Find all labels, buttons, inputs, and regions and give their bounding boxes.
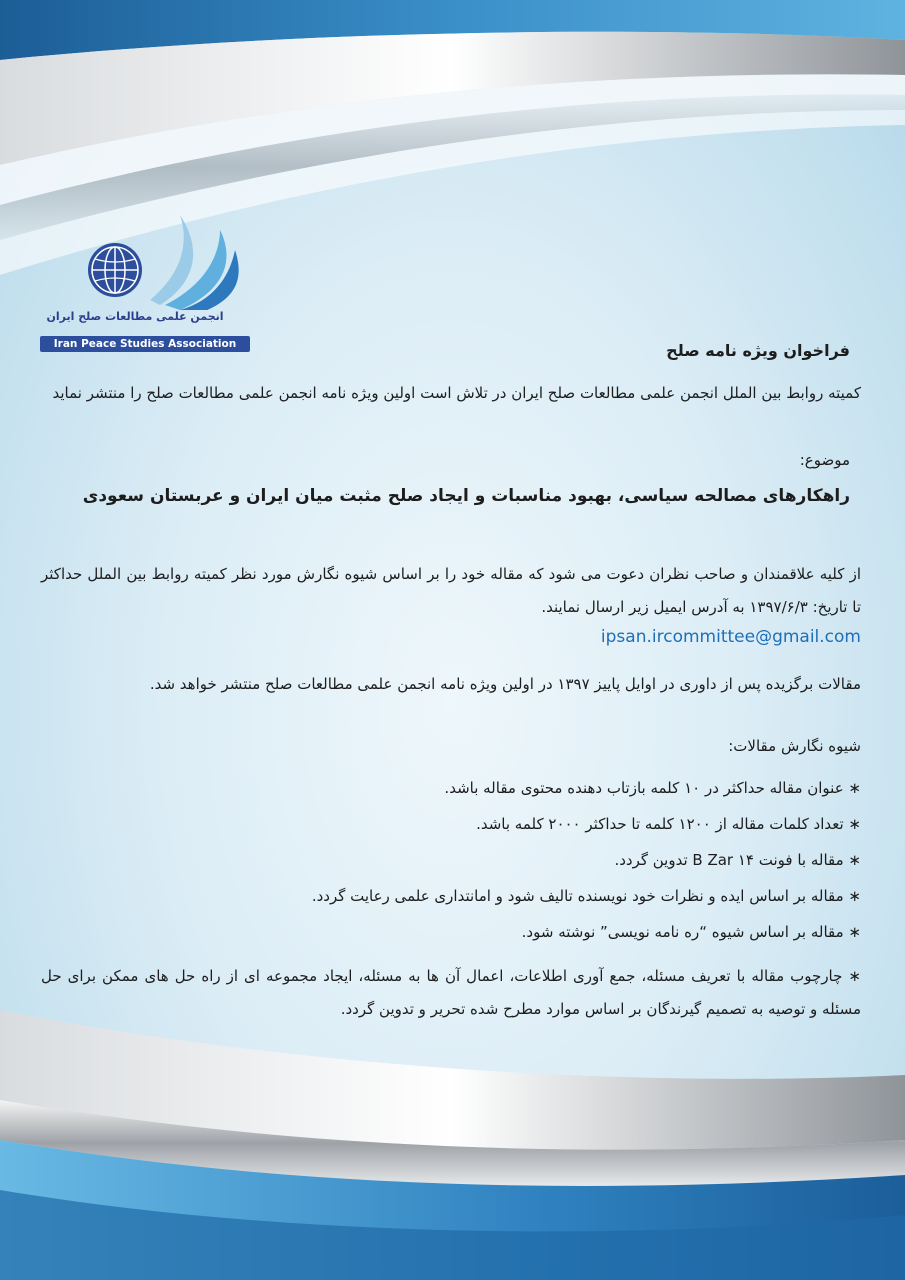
- subject-text: راهکارهای مصالحه سیاسی، بهبود مناسبات و ایجاد صلح مثبت میان ایران و عربستان سعودی: [82, 486, 850, 506]
- rule-item: ∗ مقاله بر اساس ایده و نظرات خود نویسنده تالیف شود و امانتداری علمی رعایت گردد.: [311, 887, 861, 905]
- rules-title: شیوه نگارش مقالات:: [728, 737, 861, 755]
- invitation-paragraph: از کلیه علاقمندان و صاحب نظران دعوت می شود که مقاله خود را بر اساس شیوه نگارش مورد نظر کمیته روابط بین الملل حداکثر تا تاریخ: ۱۳۹۷/۶/۳ به آدرس ایمیل زیر ارسال نمایند.: [41, 565, 861, 616]
- intro-paragraph: کمیته روابط بین الملل انجمن علمی مطالعات صلح ایران در تلاش است اولین ویژه نامه انجمن علمی مطالعات صلح را منتشر نماید: [52, 384, 861, 402]
- contact-email-link[interactable]: ipsan.ircommittee@gmail.com: [600, 627, 861, 647]
- publication-paragraph: مقالات برگزیده پس از داوری در اوایل پاییز ۱۳۹۷ در اولین ویژه نامه انجمن علمی مطالعات صلح منتشر خواهد شد.: [149, 675, 861, 693]
- logo-name-en: Iran Peace Studies Association: [40, 336, 250, 352]
- rule-item: ∗ عنوان مقاله حداکثر در ۱۰ کلمه بازتاب دهنده محتوی مقاله باشد.: [444, 779, 861, 797]
- rule-item: ∗ تعداد کلمات مقاله از ۱۲۰۰ کلمه تا حداکثر ۲۰۰۰ کلمه باشد.: [476, 815, 861, 833]
- globe-dove-icon: [40, 205, 250, 310]
- rule-item: ∗ مقاله بر اساس شیوه “ره نامه نویسی” نوشته شود.: [521, 923, 861, 941]
- association-logo: [40, 205, 250, 355]
- subject-label: موضوع:: [799, 451, 850, 469]
- logo-name-fa: انجمن علمی مطالعات صلح ایران: [46, 310, 224, 323]
- call-title: فراخوان ویژه نامه صلح: [666, 341, 850, 360]
- rule-item: ∗ مقاله با فونت B Zar ۱۴ تدوین گردد.: [614, 851, 861, 869]
- rule-item: ∗ چارچوب مقاله با تعریف مسئله، جمع آوری اطلاعات، اعمال آن ها به مسئله، ایجاد مجموعه ای از راه حل های ممکن برای حل مسئله و توصیه به تصمیم گیرندگان بر اساس موارد مطرح شده تحریر و تدوین گردد.: [41, 967, 861, 1018]
